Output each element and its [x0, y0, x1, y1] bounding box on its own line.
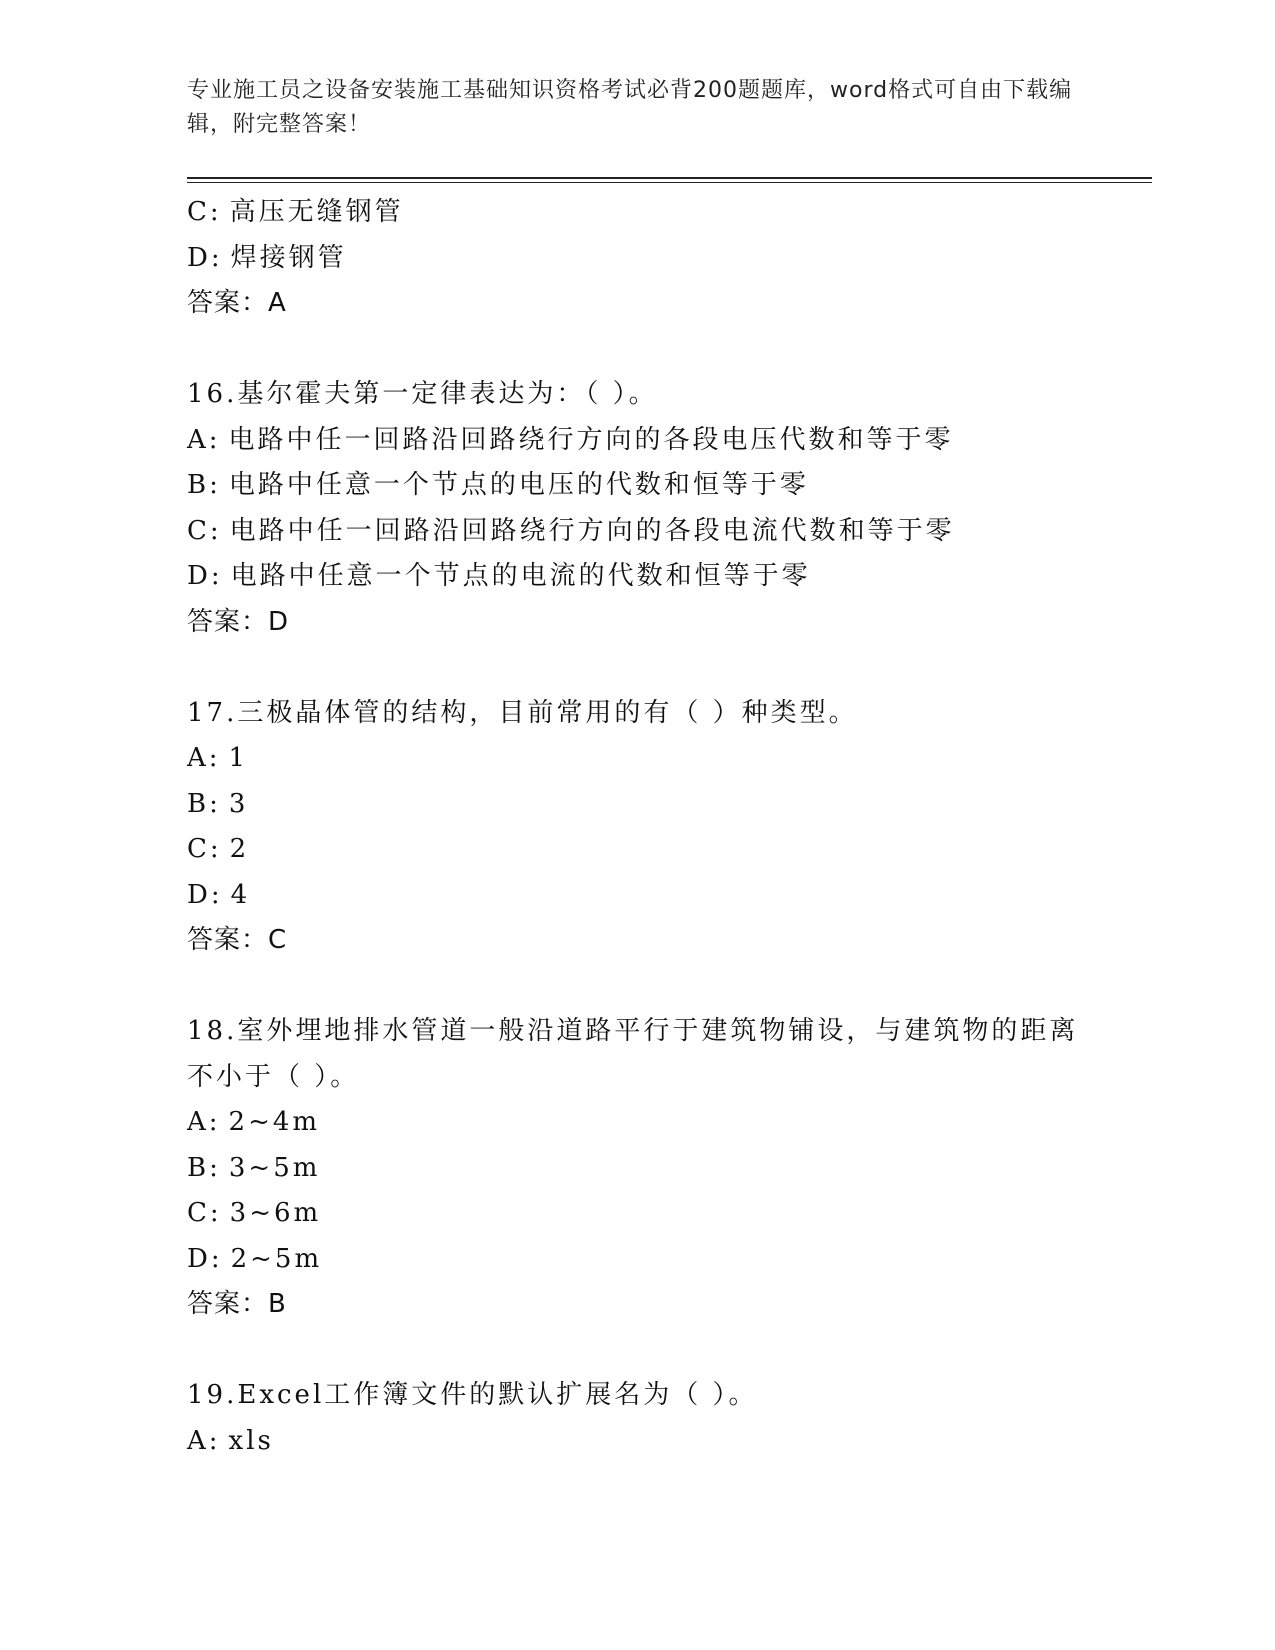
question-stem: 16.基尔霍夫第一定律表达为：（ ）。 — [187, 379, 658, 409]
answer-line: 答案：C — [187, 925, 288, 955]
option-a: A: 1 — [187, 743, 249, 773]
option-b: B: 3~5m — [187, 1152, 321, 1183]
header-rule-thin — [187, 182, 1152, 183]
blank-line — [187, 645, 1107, 691]
option-d: D: 电路中任意一个节点的电流的代数和恒等于零 — [187, 561, 811, 591]
header-title: 专业施工员之设备安装施工基础知识资格考试必背200题题库，word格式可自由下载编辑，附完整答案！ — [187, 78, 1073, 137]
option-a: A: xls — [187, 1425, 274, 1456]
header-rule-thick — [187, 177, 1152, 179]
option-a: A: 电路中任一回路沿回路绕行方向的各段电压代数和等于零 — [187, 424, 954, 455]
option-a: A: 2~4m — [187, 1107, 321, 1137]
option-d: D: 2~5m — [187, 1243, 323, 1274]
option-c: C: 高压无缝钢管 — [187, 197, 404, 227]
option-c: C: 2 — [187, 834, 250, 864]
blank-line — [187, 964, 1107, 1010]
question-stem: 17.三极晶体管的结构，目前常用的有（ ）种类型。 — [187, 697, 858, 728]
document-body — [187, 190, 1107, 1464]
answer-line: 答案：B — [187, 1289, 287, 1319]
blank-line — [187, 1328, 1107, 1374]
option-c: C: 3~6m — [187, 1198, 322, 1228]
option-b: B: 3 — [187, 788, 249, 819]
option-b: B: 电路中任意一个节点的电压的代数和恒等于零 — [187, 470, 809, 500]
answer-line: 答案：A — [187, 288, 287, 318]
option-d: D: 焊接钢管 — [187, 242, 347, 273]
question-stem: 19.Excel工作簿文件的默认扩展名为（ ）。 — [187, 1380, 758, 1410]
blank-line — [187, 327, 1107, 373]
option-d: D: 4 — [187, 879, 251, 910]
option-c: C: 电路中任一回路沿回路绕行方向的各段电流代数和等于零 — [187, 515, 955, 546]
question-stem: 18.室外埋地排水管道一般沿道路平行于建筑物铺设，与建筑物的距离不小于（ ）。 — [187, 1016, 1079, 1092]
answer-line: 答案：D — [187, 606, 290, 637]
document-header — [187, 74, 1087, 142]
